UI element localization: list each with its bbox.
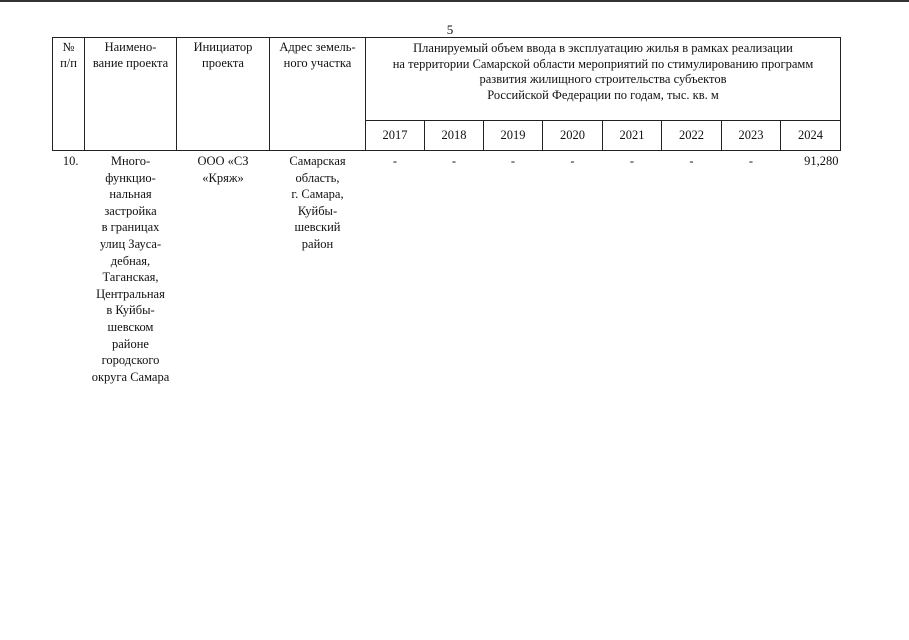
header-year: 2020 xyxy=(543,121,603,151)
housing-plan-table xyxy=(52,37,841,385)
value-cell-2024: 91,280 xyxy=(804,154,839,168)
value-cell-2019: - xyxy=(510,154,516,168)
header-year: 2024 xyxy=(781,121,841,151)
table-row xyxy=(53,151,841,386)
row-number: 10. xyxy=(62,154,79,168)
page-number: 5 xyxy=(446,22,454,37)
value-cell-2020: - xyxy=(570,154,575,168)
header-year: 2023 xyxy=(722,121,781,151)
header-initiator: Инициатор проекта xyxy=(177,38,270,151)
header-project-name: Наимено- вание проекта xyxy=(85,38,177,151)
header-address: Адрес земель- ного участка xyxy=(270,38,366,151)
header-planned-volume: Планируемый объем ввода в эксплуатацию жилья в рамках реализации на территории Самарской области мероприятий по стимулированию программ развития жилищного строительства субъектов Российской Федерации по годам, тыс. кв. м xyxy=(366,38,841,121)
value-cell-2018: - xyxy=(451,154,457,168)
project-name-cell: Много- функцио- нальная застройка в границах улиц Зауса- дебная, Таганская, Центральная в Куйбы- шевском районе городского округа Самара xyxy=(91,154,170,384)
value-cell-2021: - xyxy=(629,154,635,168)
header-year: 2017 xyxy=(366,121,425,151)
top-border-line xyxy=(0,0,909,2)
header-year: 2021 xyxy=(603,121,662,151)
value-cell-2017: - xyxy=(392,154,398,168)
value-cell-2023: - xyxy=(748,154,754,168)
address-cell: Самарская область, г. Самара, Куйбы- шевский район xyxy=(289,154,346,251)
value-cell-2022: - xyxy=(689,154,694,168)
header-year: 2019 xyxy=(484,121,543,151)
initiator-cell: ООО «СЗ «Кряж» xyxy=(197,154,249,185)
header-year: 2022 xyxy=(662,121,722,151)
header-year: 2018 xyxy=(425,121,484,151)
header-num: № п/п xyxy=(53,38,85,151)
